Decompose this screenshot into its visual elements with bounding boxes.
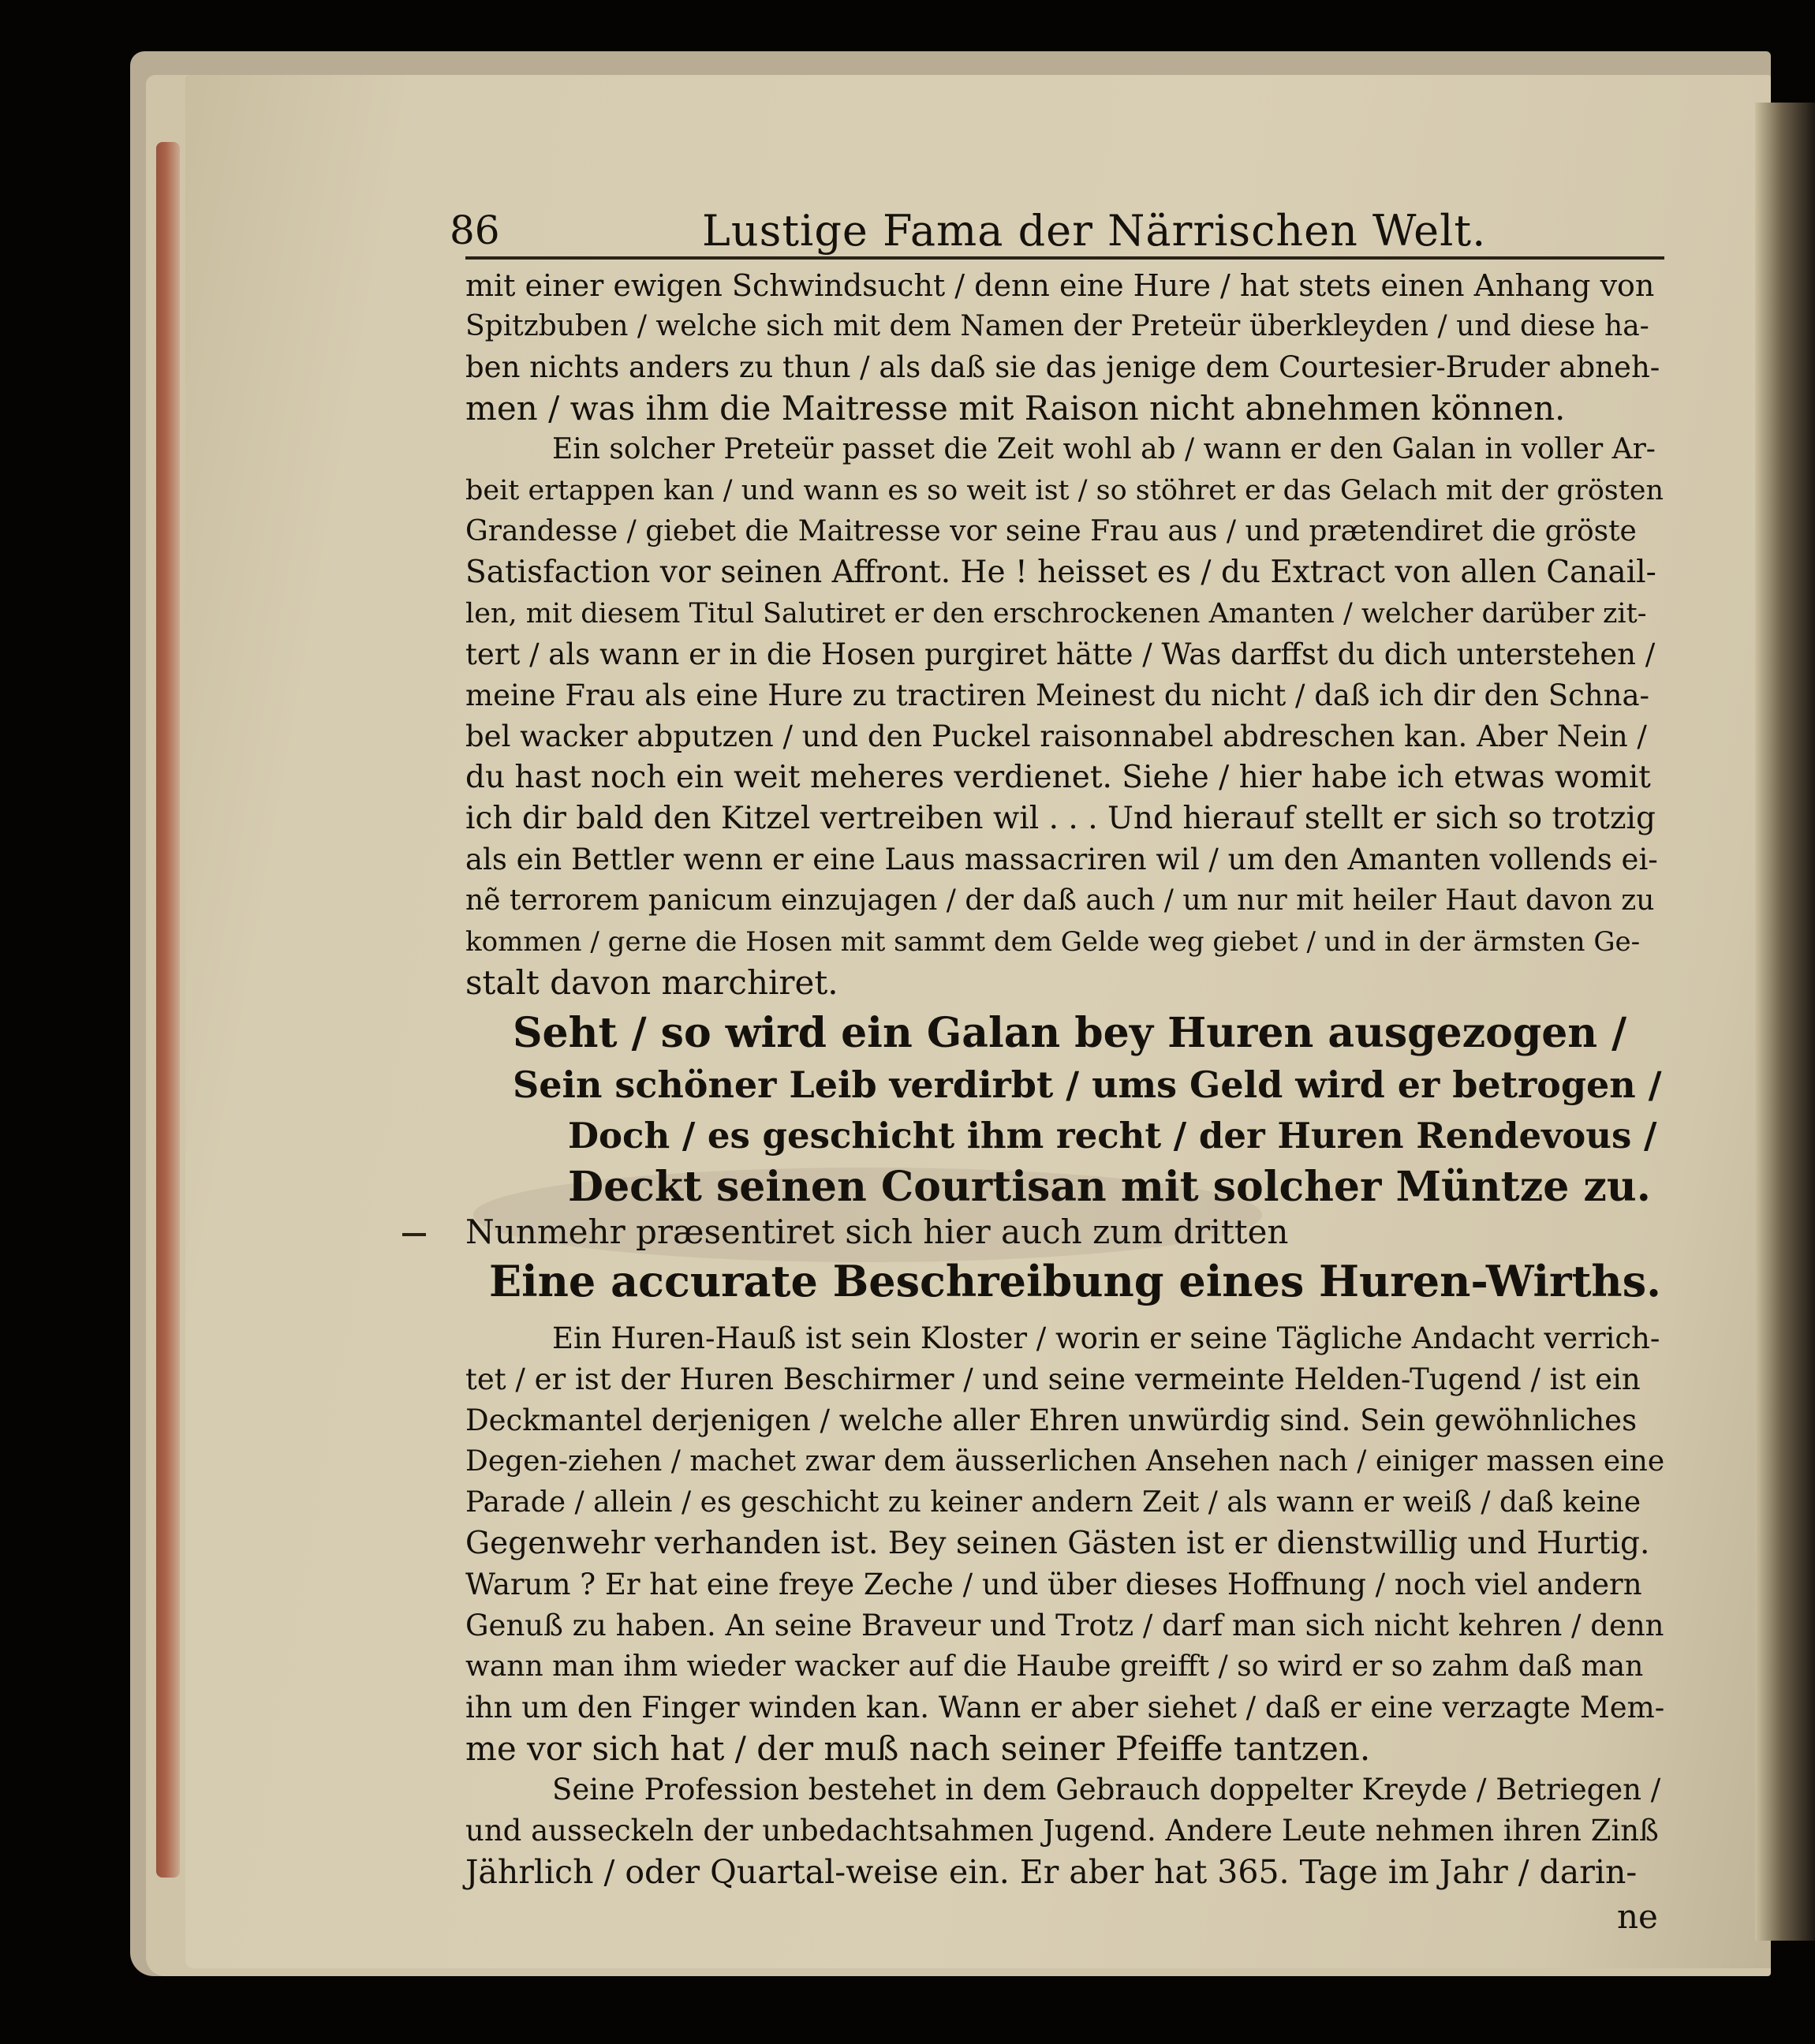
text-line: Grandesse / giebet die Maitresse vor seine Frau aus / und prætendiret die gröste [465,515,1637,547]
text-line: Deckmantel derjenigen / welche aller Ehren unwürdig sind. Sein gewöhnliches [465,1403,1638,1437]
text-line: bel wacker abputzen / und den Puckel raisonnabel abdreschen kan. Aber Nein / [465,719,1647,753]
text-line: ben nichts anders zu thun / als daß sie das jenige dem Courtesier-Bruder abneh- [465,350,1660,384]
margin-mark [402,1233,426,1236]
red-sprinkled-edge [156,142,180,1878]
text-line: me vor sich hat / der muß nach seiner Pfeiffe tantzen. [465,1729,1371,1768]
text-line: und ausseckeln der unbedachtsahmen Jugend. Andere Leute nehmen ihren Zinß [465,1814,1659,1848]
text-line: ihn um den Finger winden kan. Wann er aber siehet / daß er eine verzagte Mem- [465,1691,1665,1725]
text-line: men / was ihm die Maitresse mit Raison nicht abnehmen können. [465,389,1566,428]
text-line: Ein Huren-Hauß ist sein Kloster / worin er seine Tägliche Andacht verrich- [552,1321,1660,1355]
page-content [450,201,1665,1937]
text-line: tet / er ist der Huren Beschirmer / und seine vermeinte Helden-Tugend / ist ein [465,1362,1641,1396]
text-line: Satisfaction vor seinen Affront. He ! heisset es / du Extract von allen Canail- [465,555,1656,590]
text-line: Ein solcher Preteür passet die Zeit wohl ab / wann er den Galan in voller Ar- [552,433,1656,465]
verse-line: Seht / so wird ein Galan bey Huren ausgezogen / [513,1009,1627,1057]
text-line: Warum ? Er hat eine freye Zeche / und über dieses Hoffnung / noch viel andern [465,1568,1642,1601]
text-line: meine Frau als eine Hure zu tractiren Meinest du nicht / daß ich dir den Schna- [465,678,1650,712]
catchword: ne [1617,1897,1658,1936]
text-line: Gegenwehr verhanden ist. Bey seinen Gästen ist er dienstwillig und Hurtig. [465,1526,1650,1561]
text-line: kommen / gerne die Hosen mit sammt dem Gelde weg giebet / und in der ärmsten Ge- [465,926,1641,958]
verse-line: Doch / es geschicht ihm recht / der Huren Rendevous / [568,1115,1657,1157]
text-line: als ein Bettler wenn er eine Laus massacriren wil / um den Amanten vollends ei- [465,843,1658,876]
text-line: Parade / allein / es geschicht zu keiner andern Zeit / als wann er weiß / daß keine [465,1486,1641,1519]
text-line: Jährlich / oder Quartal-weise ein. Er aber hat 365. Tage im Jahr / darin- [465,1853,1638,1891]
text-line: nẽ terrorem panicum einzujagen / der daß auch / um nur mit heiler Haut davon zu [465,884,1655,917]
running-title: Lustige Fama der Närrischen Welt. [702,206,1487,256]
text-line: stalt davon marchiret. [465,963,838,1002]
page-header [450,201,1664,260]
text-line: Seine Profession bestehet in dem Gebrauch doppelter Kreyde / Betriegen / [552,1773,1661,1807]
text-line: Genuß zu haben. An seine Braveur und Trotz / darf man sich nicht kehren / denn [465,1609,1664,1642]
text-line: tert / als wann er in die Hosen purgiret hätte / Was darffst du dich unterstehen / [465,637,1656,671]
text-line: Degen-ziehen / machet zwar dem äusserlichen Ansehen nach / einiger massen eine [465,1445,1665,1478]
text-line: beit ertappen kan / und wann es so weit ist / so stöhret er das Gelach mit der grösten [465,475,1664,506]
section-heading: Eine accurate Beschreibung eines Huren-Wirths. [489,1256,1661,1306]
book-gutter [1755,103,1815,1941]
text-line: Spitzbuben / welche sich mit dem Namen der Preteür überkleyden / und diese ha- [465,310,1649,342]
text-line: ich dir bald den Kitzel vertreiben wil . . . Und hierauf stellt er sich so trotzig [465,801,1656,836]
text-line: du hast noch ein weit meheres verdienet. Siehe / hier habe ich etwas womit [465,760,1651,795]
text-line: wann man ihm wieder wacker auf die Haube greifft / so wird er so zahm daß man [465,1650,1644,1683]
verse-line: Sein schöner Leib verdirbt / ums Geld wird er betrogen / [513,1063,1662,1106]
page-number: 86 [450,207,500,253]
text-line: len, mit diesem Titul Salutiret er den erschrockenen Amanten / welcher darüber zit- [465,598,1647,630]
verse-line: Deckt seinen Courtisan mit solcher Müntze zu. [568,1163,1651,1211]
intro-line: Nunmehr præsentiret sich hier auch zum dritten [465,1213,1289,1251]
text-line: mit einer ewigen Schwindsucht / denn eine Hure / hat stets einen Anhang von [465,268,1655,303]
